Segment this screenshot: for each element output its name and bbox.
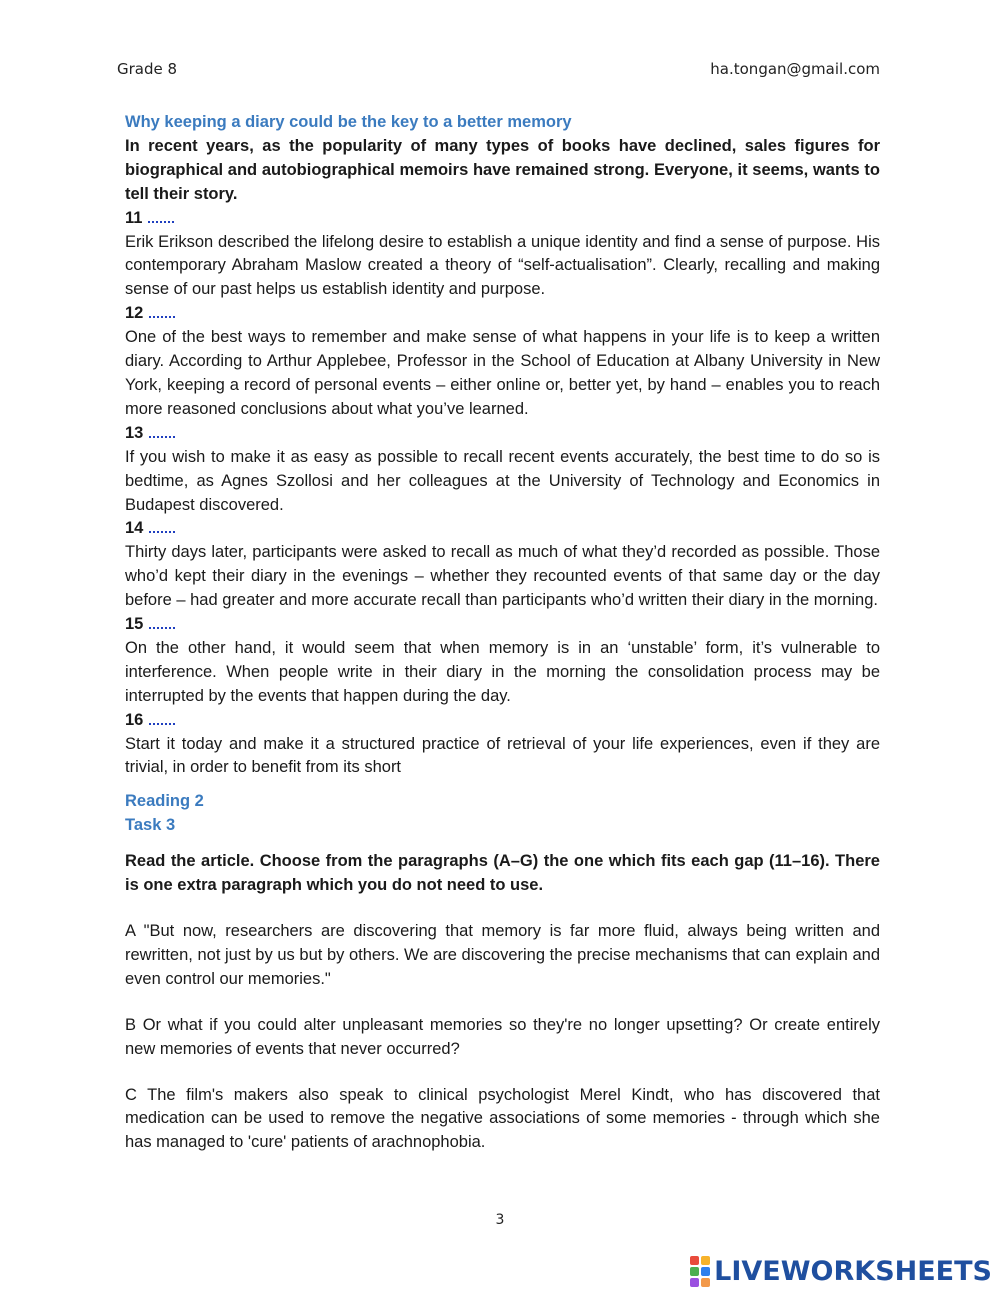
gap-row <box>125 207 880 231</box>
paragraph: One of the best ways to remember and make sense of what happens in your life is to keep a written diary. According to Arthur Applebee, Professor in the School of Education at Albany University in New York, keeping a record of personal events – either online or, better yet, by hand – enables you to reach more reasoned conclusions about what you’ve learned. <box>125 328 880 418</box>
gap-blank-11[interactable] <box>148 207 174 223</box>
liveworksheets-logo-text: LIVEWORKSHEETS <box>714 1256 992 1287</box>
article-intro: In recent years, as the popularity of many types of books have declined, sales figures for biographical and autobiographical memoirs have remained strong. Everyone, it seems, wants to tell their story. <box>125 136 880 203</box>
header-grade: Grade 8 <box>117 60 178 78</box>
liveworksheets-logo-icon <box>690 1256 710 1287</box>
option-a: A "But now, researchers are discovering that memory is far more fluid, always being written and rewritten, not just by us but by others. We are discovering the precise mechanisms that can explain and even control our memories." <box>125 922 880 988</box>
gap-number: 14 <box>125 519 144 538</box>
article-title: Why keeping a diary could be the key to a better memory <box>125 113 572 131</box>
instruction: Read the article. Choose from the paragraphs (A–G) the one which fits each gap (11–16). There is one extra paragraph which you do not need to use. <box>125 852 880 895</box>
option-b: B Or what if you could alter unpleasant memories so they're no longer upsetting? Or create entirely new memories of events that never occurred? <box>125 1015 880 1058</box>
paragraph: Thirty days later, participants were asked to recall as much of what they’d recorded as possible. Those who’d kept their diary in the evenings – whether they recounted events of that same day or the day before – had greater and more accurate recall than participants who’d written their diary in the morning. <box>125 543 880 610</box>
paragraph: Erik Erikson described the lifelong desire to establish a unique identity and find a sense of purpose. His contemporary Abraham Maslow created a theory of “self-actualisation”. Clearly, recalling and making sense of our past helps us establish identity and purpose. <box>125 232 880 299</box>
gap-number: 15 <box>125 615 144 634</box>
liveworksheets-logo[interactable] <box>690 1256 992 1287</box>
gap-row <box>125 302 880 326</box>
gap-blank-12[interactable] <box>149 302 175 318</box>
gap-blank-14[interactable] <box>149 517 175 533</box>
gap-row <box>125 422 880 446</box>
gap-number: 12 <box>125 304 144 323</box>
gap-row <box>125 517 880 541</box>
option-c: C The film's makers also speak to clinical psychologist Merel Kindt, who has discovered that medication can be used to remove the negative associations of some memories - through which she has managed to 'cure' patients of arachnophobia. <box>125 1085 880 1152</box>
header-email: ha.tongan@gmail.com <box>710 60 880 78</box>
paragraph: Start it today and make it a structured practice of retrieval of your life experiences, even if they are trivial, in order to benefit from its short <box>125 734 880 777</box>
page-number: 3 <box>495 1212 505 1228</box>
gap-blank-16[interactable] <box>149 709 175 725</box>
gap-blank-13[interactable] <box>149 422 175 438</box>
paragraph: If you wish to make it as easy as possible to recall recent events accurately, the best time to do so is bedtime, as Agnes Szollosi and her colleagues at the University of Technology and Economics in Budapest discovered. <box>125 447 880 514</box>
reading-heading: Reading 2 <box>125 792 204 811</box>
task-heading: Task 3 <box>125 816 176 835</box>
gap-row <box>125 709 880 733</box>
gap-number: 13 <box>125 423 144 442</box>
gap-row <box>125 613 880 637</box>
worksheet-body <box>125 111 880 1155</box>
gap-blank-15[interactable] <box>149 613 175 629</box>
paragraph: On the other hand, it would seem that when memory is in an ‘unstable’ form, it’s vulnerable to interference. When people write in their diary in the morning the consolidation process may be interrupted by the events that happen during the day. <box>125 638 880 705</box>
gap-number: 11 <box>125 208 143 227</box>
gap-number: 16 <box>125 710 144 729</box>
